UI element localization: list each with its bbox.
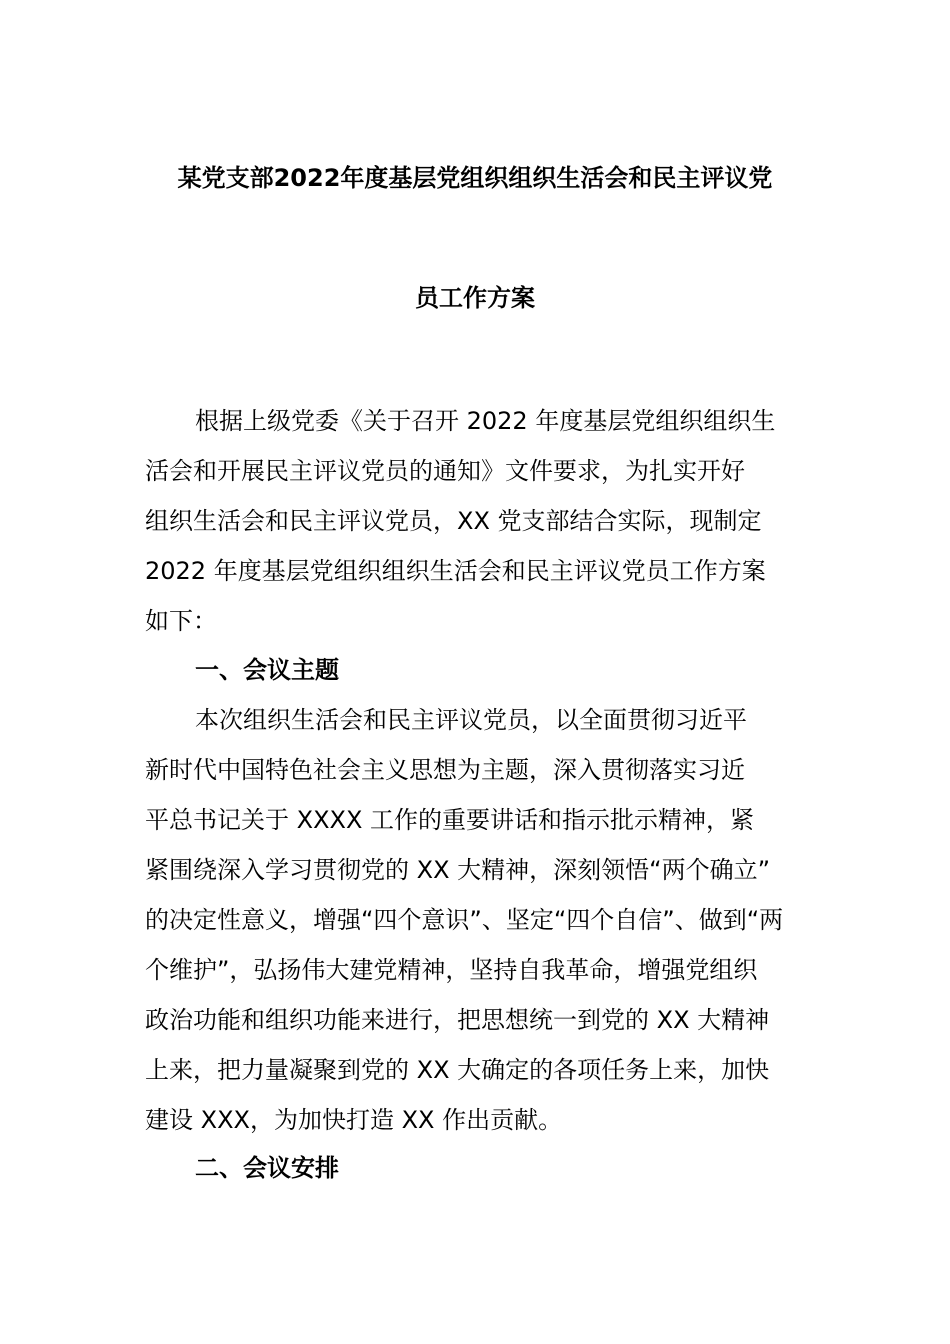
paragraph-1-line: 如下： <box>145 607 217 635</box>
paragraph-2-line: 的决定性意义，增强“四个意识”、坚定“四个自信”、做到“两 <box>145 906 784 934</box>
paragraph-2-line: 平总书记关于 XXXX 工作的重要讲话和指示批示精神，紧 <box>145 806 755 834</box>
paragraph-2-line: 紧围绕深入学习贯彻党的 XX 大精神，深刻领悟“两个确立” <box>145 856 771 884</box>
paragraph-1-line: 2022 年度基层党组织组织生活会和民主评议党员工作方案 <box>145 557 766 585</box>
paragraph-2-line: 本次组织生活会和民主评议党员，以全面贯彻习近平 <box>195 706 747 734</box>
paragraph-2-line: 建设 XXX，为加快打造 XX 作出贡献。 <box>145 1106 563 1134</box>
section-2-heading: 二、会议安排 <box>195 1154 339 1182</box>
paragraph-2-line: 上来，把力量凝聚到党的 XX 大确定的各项任务上来，加快 <box>145 1056 770 1084</box>
paragraph-1-line: 活会和开展民主评议党员的通知》文件要求，为扎实开好 <box>145 457 745 485</box>
paragraph-2-line: 新时代中国特色社会主义思想为主题，深入贯彻落实习近 <box>145 756 745 784</box>
document-title-line-2: 员工作方案 <box>415 284 535 312</box>
paragraph-1-line: 组织生活会和民主评议党员，XX 党支部结合实际，现制定 <box>145 507 762 535</box>
paragraph-2-line: 政治功能和组织功能来进行，把思想统一到党的 XX 大精神 <box>145 1006 770 1034</box>
document-title-line-1: 某党支部2022年度基层党组织组织生活会和民主评议党 <box>177 164 773 192</box>
section-1-heading: 一、会议主题 <box>195 656 339 684</box>
paragraph-2-line: 个维护”，弘扬伟大建党精神，坚持自我革命，增强党组织 <box>145 956 758 984</box>
paragraph-1-line: 根据上级党委《关于召开 2022 年度基层党组织组织生 <box>195 407 776 435</box>
